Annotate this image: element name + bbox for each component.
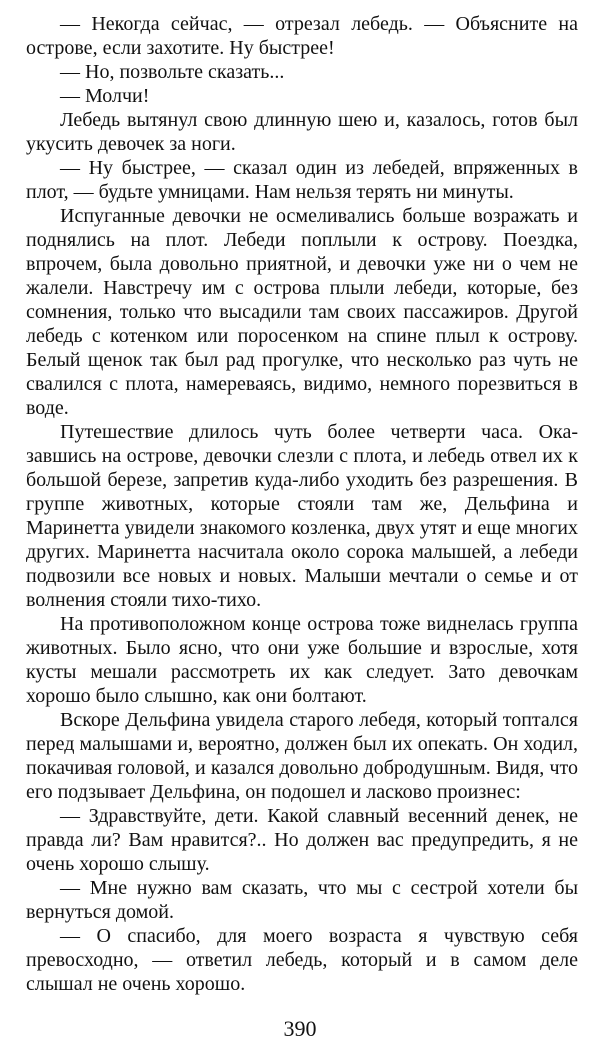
paragraph: На противоположном конце острова тоже виднелась группа животных. Было ясно, что они уже большие и взрослые, хотя кусты мешали рассмотреть их как следует. Зато девочкам хорошо было слышно, как они болтают. — [26, 613, 578, 707]
paragraph: — Молчи! — [60, 85, 150, 107]
page-number: 390 — [283, 1016, 317, 1041]
paragraph: — Здравствуйте, дети. Какой славный весенний денек, не правда ли? Вам нравится?.. Но должен вас предупредить, я не очень хорошо слышу. — [26, 805, 578, 875]
paragraph: Испуганные девочки не осмеливались больше возражать и поднялись на плот. Лебеди поплыли к острову. Поездка, впрочем, была довольно приятной, и девочки уже ни о чем не жалели. Навстречу им с острова плыли лебеди, которые, без сомнения, только что высадили там своих пассажиров. Другой лебедь с котенком или поросенком на спине плыл к острову. Белый щенок так был рад прогулке, что несколько раз чуть не свалился с плота, намереваясь, видимо, немного порезвиться в воде. — [26, 205, 578, 419]
paragraph: — Но, позвольте сказать... — [60, 61, 285, 83]
paragraph: — Мне нужно вам сказать, что мы с сестрой хотели бы вернуться домой. — [26, 877, 578, 923]
paragraph: Вскоре Дельфина увидела старого лебедя, который топтался перед малышами и, вероятно, должен был их опекать. Он ходил, покачивая головой, и казался довольно добродушным. Видя, что его подзывает Дельфина, он подошел и ласково произнес: — [26, 709, 578, 803]
paragraph: — Ну быстрее, — сказал один из лебедей, впряженных в плот, — будьте умницами. Нам нельзя терять ни минуты. — [26, 157, 578, 203]
paragraph: — Некогда сейчас, — отрезал лебедь. — Объясните на острове, если захотите. Ну быстрее! — [26, 13, 578, 59]
paragraph: Путешествие длилось чуть более четверти часа. Оказавшись на острове, девочки слезли с плота, и лебедь отвел их к большой березе, запретив куда-либо уходить без разрешения. В группе животных, которые стояли там же, Дельфина и Маринетта увидели знакомого козленка, двух утят и еще многих других. Маринетта насчитала около сорока малышей, а лебеди подвозили все новых и новых. Малыши мечтали о семье и от волнения стояли тихо-тихо. — [26, 421, 578, 611]
page-text — [26, 12, 578, 996]
paragraph: Лебедь вытянул свою длинную шею и, казалось, готов был укусить девочек за ноги. — [26, 109, 578, 155]
paragraph: — О спасибо, для моего возраста я чувствую себя превосходно, — ответил лебедь, который и в самом деле слышал не очень хорошо. — [26, 925, 578, 995]
